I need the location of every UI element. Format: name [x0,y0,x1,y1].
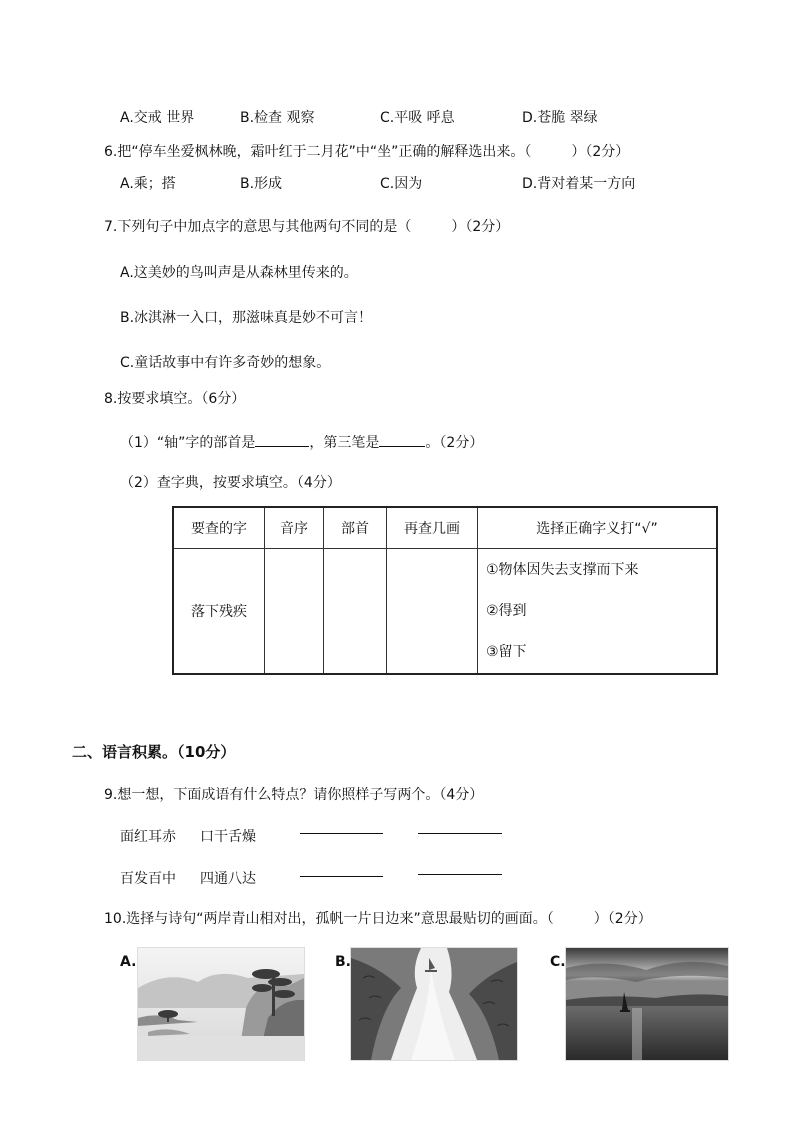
table-cell-word: 落下残疾 [173,549,265,675]
idiom-example: 四通八达 [200,871,256,887]
landscape-a-image [138,948,304,1060]
q6-option-d: D.背对着某一方向 [522,176,636,192]
table-header: 部首 [324,507,387,549]
table-header: 要查的字 [173,507,265,549]
q10-score: ）（2分） [593,911,652,927]
table-cell-input[interactable] [324,549,387,675]
meaning-option[interactable]: ①物体因失去支撑而下来 [486,562,639,578]
section-title: 二、语言积累。（10分） [72,743,236,761]
meaning-option[interactable]: ②得到 [486,603,527,619]
q7-stem [104,218,509,236]
q8-stem: 8.按要求填空。（6分） [104,391,246,407]
answer-line[interactable] [300,833,383,834]
table-cell-meanings [478,549,718,675]
table-header: 音序 [265,507,324,549]
landscape-painting-a[interactable] [137,947,305,1061]
answer-line[interactable] [418,874,502,875]
option-label-a: A. [120,954,137,970]
q7-option-c: C.童话故事中有许多奇妙的想象。 [120,355,331,371]
q6-option-b: B.形成 [240,176,283,192]
q8-part1 [120,432,483,452]
table-header-row [173,507,717,549]
third-stroke-blank[interactable] [379,432,425,447]
q8-part2: （2）查字典，按要求填空。（4分） [120,475,341,491]
idiom-example: 口干舌燥 [200,829,256,845]
q10-stem [104,910,652,928]
idiom-example: 百发百中 [120,871,176,887]
table-cell-input[interactable] [387,549,478,675]
q7-score: ）（2分） [451,219,510,235]
q10-stem-text: 10.选择与诗句“两岸青山相对出，孤帆一片日边来”意思最贴切的画面。（ [104,911,554,927]
option-label-b: B. [335,954,351,970]
q6-stem-text: 6.把“停车坐爱枫林晚，霜叶红于二月花”中“坐”正确的解释选出来。（ [104,144,532,160]
radical-blank[interactable] [255,432,309,447]
q5-option-a: A.交戒 世界 [120,110,195,126]
q5-option-d: D.苍脆 翠绿 [522,110,598,126]
landscape-b-image [351,948,517,1060]
q6-score: ）（2分） [571,144,630,160]
landscape-painting-b[interactable] [350,947,518,1061]
q7-option-a: A.这美妙的鸟叫声是从森林里传来的。 [120,265,358,281]
q8-part1-text-a: （1）“轴”字的部首是 [120,435,256,451]
q8-part1-text-c: 。（2分） [425,435,484,451]
table-cell-input[interactable] [265,549,324,675]
option-label-c: C. [550,954,566,970]
table-row [173,549,717,675]
table-header: 选择正确字义打“√” [478,507,718,549]
seascape-photo-c[interactable] [565,947,729,1061]
q5-option-c: C.平吸 呼息 [380,110,455,126]
table-header: 再查几画 [387,507,478,549]
q5-option-b: B.检查 观察 [240,110,315,126]
answer-line[interactable] [418,833,502,834]
q7-option-b: B.冰淇淋一入口，那滋味真是妙不可言！ [120,310,373,326]
q6-option-a: A.乘；搭 [120,176,176,192]
seascape-c-image [566,948,728,1060]
q6-stem [104,143,629,161]
q6-option-c: C.因为 [380,176,423,192]
meaning-option[interactable]: ③留下 [486,644,527,660]
q8-part1-text-b: ，第三笔是 [309,435,380,451]
q9-stem: 9.想一想，下面成语有什么特点？请你照样子写两个。（4分） [104,787,484,803]
q7-stem-text: 7.下列句子中加点字的意思与其他两句不同的是（ [104,219,412,235]
idiom-example: 面红耳赤 [120,829,176,845]
answer-line[interactable] [300,876,383,877]
dictionary-table [172,506,718,675]
